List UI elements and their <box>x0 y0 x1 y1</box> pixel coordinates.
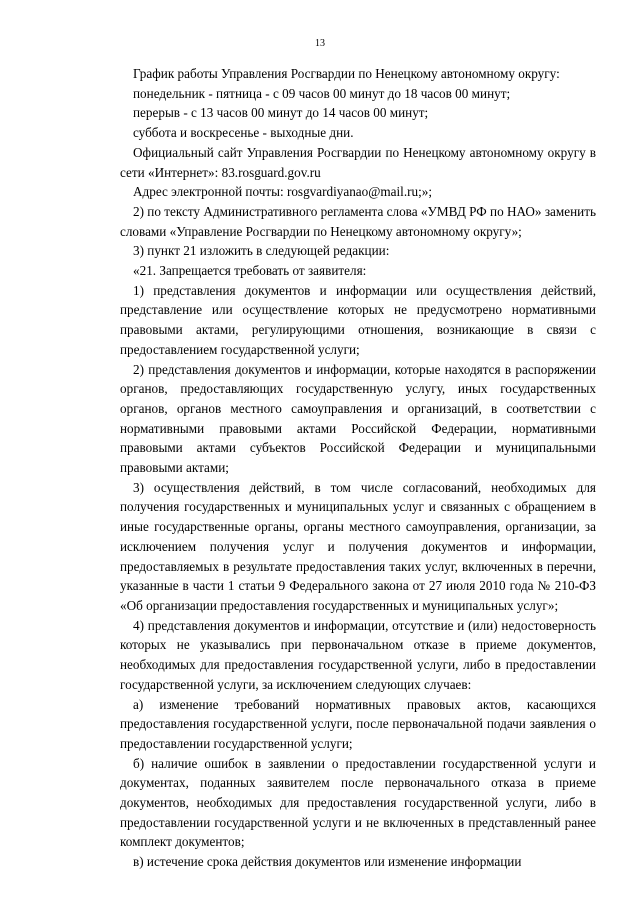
schedule-heading: График работы Управления Росгвардии по Ненецкому автономному округу: <box>133 66 560 81</box>
schedule-break: перерыв - с 13 часов 00 минут до 14 часов 00 минут; <box>133 105 429 121</box>
clause-21-heading: «21. Запрещается требовать от заявителя: <box>133 263 367 279</box>
clause-21-item-4b: б) наличие ошибок в заявлении о предоставлении государственной услуги и документах, поданных заявителем после первоначального отказа в приеме документов, необходимых для предоставления государственной услуги, либо в предоставлении государственной услуги и не включенных в представленный ранее комплект документов; <box>120 755 596 850</box>
email-address: Адрес электронной почты: rosgvardiyanao@mail.ru;»; <box>133 184 433 200</box>
official-website: Официальный сайт Управления Росгвардии по Ненецкому автономному округу в сети «Интернет»: 83.rosguard.gov.ru <box>120 144 596 180</box>
document-body <box>120 64 596 872</box>
amendment-2: 2) по тексту Административного регламента слова «УМВД РФ по НАО» заменить словами «Управление Росгвардии по Ненецкому автономному округу»; <box>120 203 596 239</box>
clause-21-item-2: 2) представления документов и информации, которые находятся в распоряжении органов, предоставляющих государственную услугу, иных государственных органов, органов местного самоуправления и организаций, в соответствии с нормативными правовыми актами Российской Федерации, нормативными правовыми актами субъектов Российской Федерации и муниципальными правовыми актами; <box>120 361 596 476</box>
clause-21-item-1: 1) представления документов и информации или осуществления действий, представление или осуществление которых не предусмотрено нормативными правовыми актами, регулирующими отношения, возникающие в связи с предоставлением государственной услуги; <box>120 282 596 357</box>
clause-21-item-3: 3) осуществления действий, в том числе согласований, необходимых для получения государственных и муниципальных услуг и связанных с обращением в иные государственные органы, органы местного самоуправления, организации, за исключением получения услуг и получения документов и информации, предоставляемых в результате предоставления таких услуг, включенных в перечни, указанные в части 1 статьи 9 Федерального закона от 27 июля 2010 года № 210-ФЗ «Об организации предоставления государственных и муниципальных услуг»; <box>120 479 596 613</box>
amendment-3: 3) пункт 21 изложить в следующей редакции: <box>133 243 390 259</box>
clause-21-item-4: 4) представления документов и информации, отсутствие и (или) недостоверность которых не указывались при первоначальном отказе в приеме документов, необходимых для предоставления государственной услуги, либо в предоставлении государственной услуги, за исключением следующих случаев: <box>120 617 596 692</box>
schedule-weekend: суббота и воскресенье - выходные дни. <box>133 125 354 141</box>
schedule-weekdays: понедельник - пятница - с 09 часов 00 минут до 18 часов 00 минут; <box>133 85 511 101</box>
page-number: 13 <box>315 38 325 49</box>
clause-21-item-4c: в) истечение срока действия документов или изменение информации <box>133 854 522 870</box>
clause-21-item-4a: а) изменение требований нормативных правовых актов, касающихся предоставления государственной услуги, после первоначальной подачи заявления о предоставлении государственной услуги; <box>120 696 596 751</box>
